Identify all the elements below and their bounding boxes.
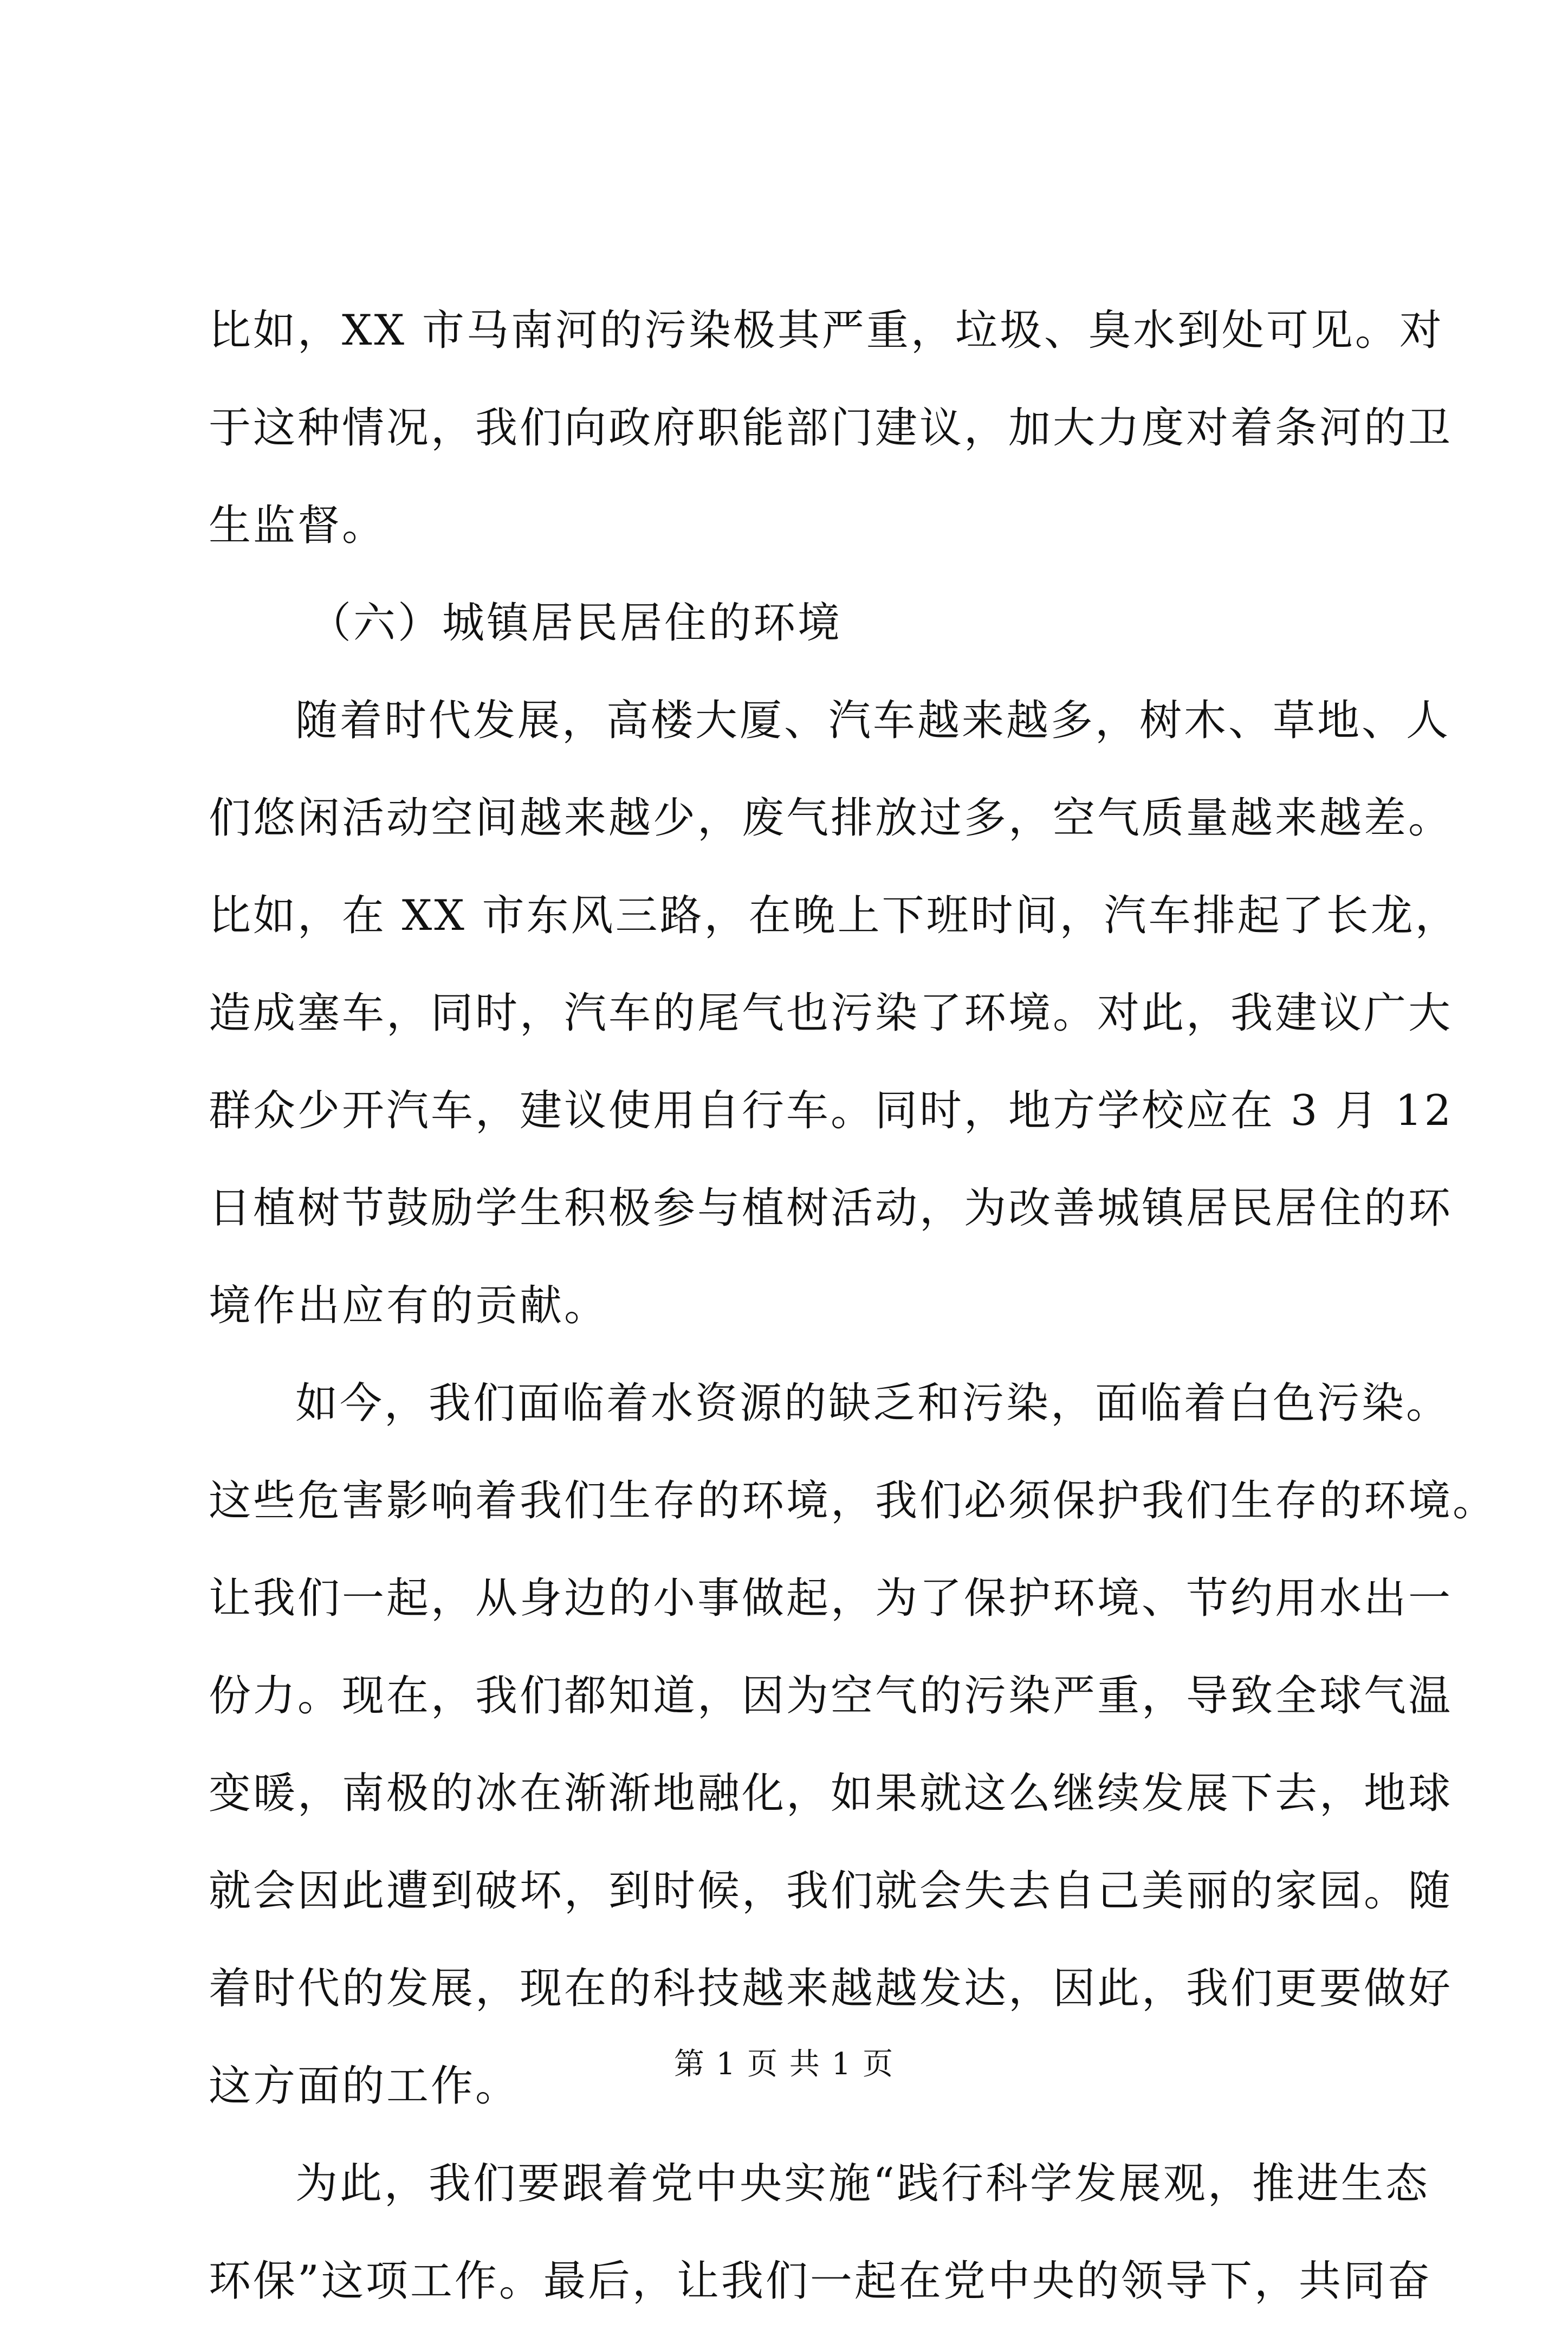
section-heading: （六）城镇居民居住的环境 (309, 599, 843, 648)
text-line: 就会因此遭到破坏，到时候，我们就会失去自己美丽的家园。随 (209, 1867, 1453, 1915)
page-footer: 第 1 页 共 1 页 (673, 2047, 895, 2082)
text-line: 如今，我们面临着水资源的缺乏和污染，面临着白色污染。 (295, 1379, 1451, 1428)
text-line: 变暖，南极的冰在渐渐地融化，如果就这么继续发展下去，地球 (209, 1769, 1453, 1818)
text-line: 日植树节鼓励学生积极参与植树活动，为改善城镇居民居住的环 (209, 1184, 1453, 1233)
text-line: 于这种情况，我们向政府职能部门建议，加大力度对着条河的卫 (209, 404, 1453, 452)
text-line: 比如，在 XX 市东风三路，在晚上下班时间，汽车排起了长龙， (209, 891, 1460, 940)
text-line: 这些危害影响着我们生存的环境，我们必须保护我们生存的环境。 (209, 1477, 1498, 1525)
text-line: 环保”这项工作。最后，让我们一起在党中央的领导下，共同奋 (209, 2257, 1432, 2306)
text-line: 生监督。 (209, 501, 387, 550)
document-body (209, 282, 1498, 2330)
text-line: 造成塞车，同时，汽车的尾气也污染了环境。对此，我建议广大 (209, 989, 1453, 1038)
text-line: 让我们一起，从身边的小事做起，为了保护环境、节约用水出一 (209, 1574, 1453, 1623)
text-line: 随着时代发展，高楼大厦、汽车越来越多，树木、草地、人 (295, 696, 1451, 745)
text-line: 群众少开汽车，建议使用自行车。同时，地方学校应在 3 月 12 (209, 1086, 1454, 1135)
text-line: 份力。现在，我们都知道，因为空气的污染严重，导致全球气温 (209, 1672, 1453, 1720)
text-line: 为此，我们要跟着党中央实施“践行科学发展观，推进生态 (295, 2159, 1430, 2208)
text-line: 境作出应有的贡献。 (209, 1282, 609, 1330)
text-line: 比如，XX 市马南河的污染极其严重，垃圾、臭水到处可见。对 (209, 306, 1444, 355)
text-line: 着时代的发展，现在的科技越来越越发达，因此，我们更要做好 (209, 1964, 1453, 2013)
text-line: 们悠闲活动空间越来越少，废气排放过多，空气质量越来越差。 (209, 794, 1453, 843)
text-line: 这方面的工作。 (209, 2062, 520, 2111)
